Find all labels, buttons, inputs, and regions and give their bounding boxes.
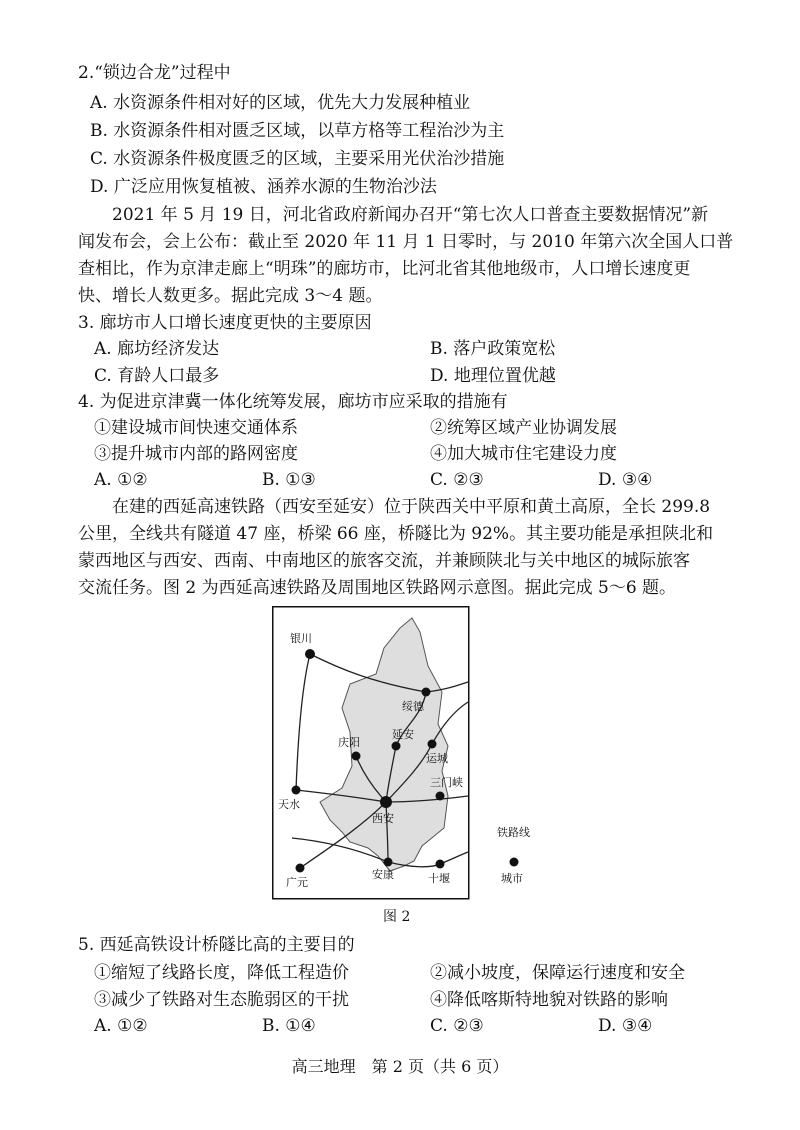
question-4-option-b: B. ①③	[262, 470, 316, 490]
passage-1-line-1: 2021 年 5 月 19 日，河北省政府新闻办召开“第七次人口普查主要数据情况”新	[112, 205, 709, 225]
city-label-sanmenxia: 三门峡	[430, 776, 463, 789]
question-5-choice-1: ①缩短了线路长度，降低工程造价	[94, 963, 349, 983]
page-footer: 高三地理 第 2 页（共 6 页）	[291, 1057, 509, 1076]
question-2-option-a: A. 水资源条件相对好的区域，优先大力发展种植业	[90, 93, 471, 113]
city-marker-qingyang	[352, 752, 361, 761]
question-3-option-d: D. 地理位置优越	[430, 366, 556, 386]
city-marker-guangyuan	[296, 864, 305, 873]
city-label-xian: 西安	[372, 812, 394, 825]
passage-1-line-4: 快、增长人数更多。据此完成 3～4 题。	[78, 286, 383, 306]
question-3-stem: 3. 廊坊市人口增长速度更快的主要原因	[78, 313, 372, 333]
figure-caption: 图 2	[383, 909, 411, 925]
question-5-choice-4: ④降低喀斯特地貌对铁路的影响	[430, 990, 668, 1010]
passage-2-line-2: 公里，全线共有隧道 47 座，桥梁 66 座，桥隧比为 92%。其主要功能是承担陕北和	[78, 524, 714, 544]
city-marker-tianshui	[292, 786, 301, 795]
city-marker-xian	[380, 796, 392, 808]
question-4-stem: 4. 为促进京津冀一体化统筹发展，廊坊市应采取的措施有	[78, 392, 508, 412]
question-4-choice-4: ④加大城市住宅建设力度	[430, 444, 617, 464]
question-2-option-b: B. 水资源条件相对匮乏区域，以草方格等工程治沙为主	[90, 121, 505, 141]
legend-city-label: 城市	[501, 872, 523, 885]
question-4-option-d: D. ③④	[598, 470, 653, 490]
question-5-option-b: B. ①④	[262, 1016, 316, 1036]
passage-1-line-3: 查相比，作为京津走廊上“明珠”的廊坊市，比河北省其他地级市，人口增长速度更	[78, 259, 691, 279]
city-label-yanan: 延安	[392, 728, 414, 741]
question-5-stem: 5. 西延高铁设计桥隧比高的主要目的	[78, 935, 355, 955]
railway-network-map	[272, 606, 572, 900]
passage-2-line-4: 交流任务。图 2 为西延高速铁路及周围地区铁路网示意图。据此完成 5～6 题。	[78, 578, 677, 598]
city-marker-sanmenxia	[436, 792, 445, 801]
city-label-suide: 绥德	[402, 700, 424, 713]
question-5-option-d: D. ③④	[598, 1016, 653, 1036]
question-2-stem: 2.“锁边合龙”过程中	[78, 63, 231, 83]
city-label-yuncheng: 运城	[426, 752, 448, 765]
city-label-ankang: 安康	[372, 868, 394, 881]
question-5-option-c: C. ②③	[430, 1016, 484, 1036]
question-2-option-c: C. 水资源条件极度匮乏的区域，主要采用光伏治沙措施	[90, 149, 505, 169]
passage-2-line-1: 在建的西延高速铁路（西安至延安）位于陕西关中平原和黄土高原，全长 299.8	[112, 497, 711, 517]
question-3-option-a: A. 廊坊经济发达	[94, 339, 220, 359]
city-marker-ankang	[384, 858, 393, 867]
city-marker-suide	[422, 688, 431, 697]
question-3-option-c: C. 育龄人口最多	[94, 366, 220, 386]
passage-1-line-2: 闻发布会，会上公布：截止至 2020 年 11 月 1 日零时，与 2010 年第六次全国人口普	[78, 232, 734, 252]
question-5-choice-2: ②减小坡度，保障运行速度和安全	[430, 963, 685, 983]
question-4-choice-3: ③提升城市内部的路网密度	[94, 444, 298, 464]
city-marker-shiyan	[436, 860, 445, 869]
city-marker-yinchuan	[305, 649, 315, 659]
question-4-choice-2: ②统筹区域产业协调发展	[430, 418, 617, 438]
question-4-option-c: C. ②③	[430, 470, 484, 490]
city-label-tianshui: 天水	[278, 798, 300, 811]
passage-2-line-3: 蒙西地区与西安、西南、中南地区的旅客交流，并兼顾陕北与关中地区的城际旅客	[78, 551, 690, 571]
question-4-option-a: A. ①②	[94, 470, 148, 490]
city-marker-yuncheng	[428, 740, 437, 749]
question-5-option-a: A. ①②	[94, 1016, 148, 1036]
question-3-option-b: B. 落户政策宽松	[430, 339, 556, 359]
legend-city-marker	[510, 858, 519, 867]
question-4-choice-1: ①建设城市间快速交通体系	[94, 418, 298, 438]
question-5-choice-3: ③减少了铁路对生态脆弱区的干扰	[94, 990, 349, 1010]
legend-railway-label: 铁路线	[497, 826, 530, 839]
city-label-shiyan: 十堰	[428, 872, 450, 885]
question-2-option-d: D. 广泛应用恢复植被、涵养水源的生物治沙法	[90, 177, 437, 197]
city-label-qingyang: 庆阳	[338, 736, 360, 749]
city-label-guangyuan: 广元	[286, 876, 308, 889]
city-label-yinchuan: 银川	[290, 632, 312, 645]
city-marker-yanan	[392, 742, 401, 751]
